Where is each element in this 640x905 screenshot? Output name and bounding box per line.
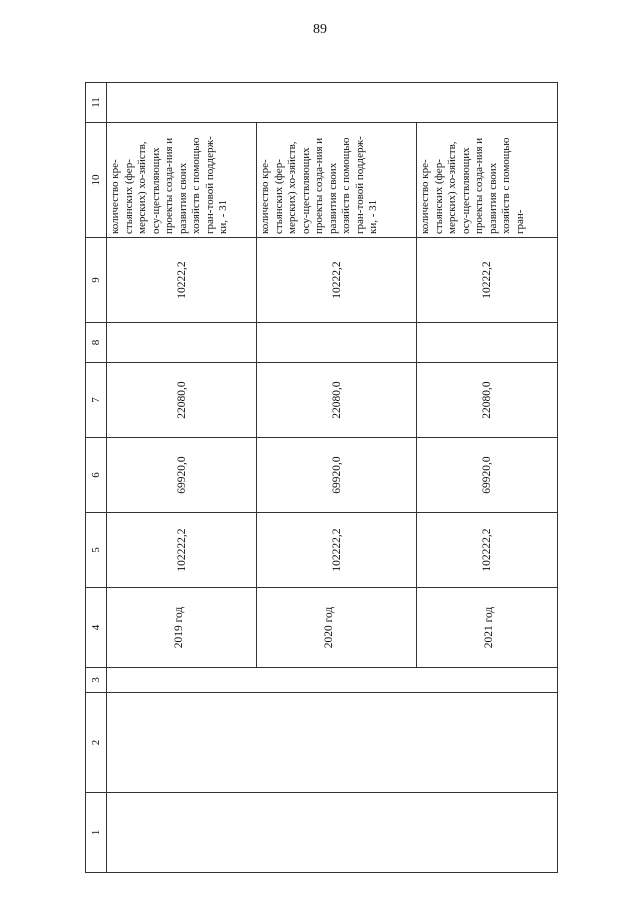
- header-col-2: 2: [86, 693, 107, 793]
- cell-col-9: [257, 238, 417, 323]
- cell-year: [107, 588, 257, 668]
- page-number: 89: [313, 22, 327, 37]
- value-col-9: 10222,2: [330, 261, 343, 299]
- value-col-9: 10222,2: [481, 261, 493, 299]
- cell-col-7: [417, 363, 558, 438]
- value-col-5: 102222,2: [330, 528, 343, 572]
- cell-col-8: [107, 323, 257, 363]
- cell-col-1: [107, 793, 558, 873]
- value-col-6: 69920,0: [175, 456, 188, 494]
- value-col-6: 69920,0: [481, 456, 493, 494]
- value-col-7: 22080,0: [481, 381, 493, 419]
- header-row: [86, 83, 107, 873]
- year-label: 2019 год: [173, 606, 185, 649]
- header-col-11: 11: [86, 83, 107, 123]
- year-label: 2021 год: [483, 606, 495, 649]
- cell-col-10: [107, 123, 257, 238]
- cell-col-5: [417, 513, 558, 588]
- header-col-7: 7: [86, 363, 107, 438]
- cell-col-8: [257, 323, 417, 363]
- indicator-text: количество кре-стьянских (фер-мерских) хо-зяйств, осу-ществляющих проекты созда-ния и развития своих хозяйств с помощью гран-: [419, 137, 526, 234]
- cell-col-8: [417, 323, 558, 363]
- cell-col-6: [257, 438, 417, 513]
- header-col-4: 4: [86, 588, 107, 668]
- cell-col-10: [417, 123, 558, 238]
- cell-year: [257, 588, 417, 668]
- header-col-3: 3: [86, 668, 107, 693]
- cell-col-6: [417, 438, 558, 513]
- cell-col-9: [417, 238, 558, 323]
- cell-col-9: [107, 238, 257, 323]
- header-col-1: 1: [86, 793, 107, 873]
- cell-year: [417, 588, 558, 668]
- cell-col-2: [107, 693, 558, 793]
- cell-col-7: [107, 363, 257, 438]
- cell-col-10: [257, 123, 417, 238]
- header-col-5: 5: [86, 513, 107, 588]
- year-label: 2020 год: [323, 606, 335, 649]
- cell-col-3: [107, 668, 558, 693]
- value-col-9: 10222,2: [175, 261, 188, 299]
- cell-col-11: [107, 83, 558, 123]
- header-col-8: 8: [86, 323, 107, 363]
- value-col-5: 102222,2: [175, 528, 188, 572]
- cell-col-6: [107, 438, 257, 513]
- header-col-9: 9: [86, 238, 107, 323]
- cell-col-7: [257, 363, 417, 438]
- cell-col-5: [107, 513, 257, 588]
- header-col-6: 6: [86, 438, 107, 513]
- table-row: [107, 83, 257, 873]
- cell-col-5: [257, 513, 417, 588]
- data-table: [85, 82, 558, 873]
- value-col-7: 22080,0: [330, 381, 343, 419]
- rotated-table-container: [85, 83, 558, 873]
- indicator-text: количество кре-стьянских (фер-мерских) хо-зяйств, осу-ществляющих проекты созда-ния и развития своих хозяйств с помощью гран-товой поддерж-ки, - 31: [109, 136, 229, 234]
- value-col-6: 69920,0: [330, 456, 343, 494]
- indicator-text: количество кре-стьянских (фер-мерских) хо-зяйств, осу-ществляющих проекты созда-ния и развития своих хозяйств с помощью гран-товой поддерж-ки, - 31: [259, 136, 379, 234]
- value-col-5: 102222,2: [481, 528, 493, 572]
- value-col-7: 22080,0: [175, 381, 188, 419]
- header-col-10: 10: [86, 123, 107, 238]
